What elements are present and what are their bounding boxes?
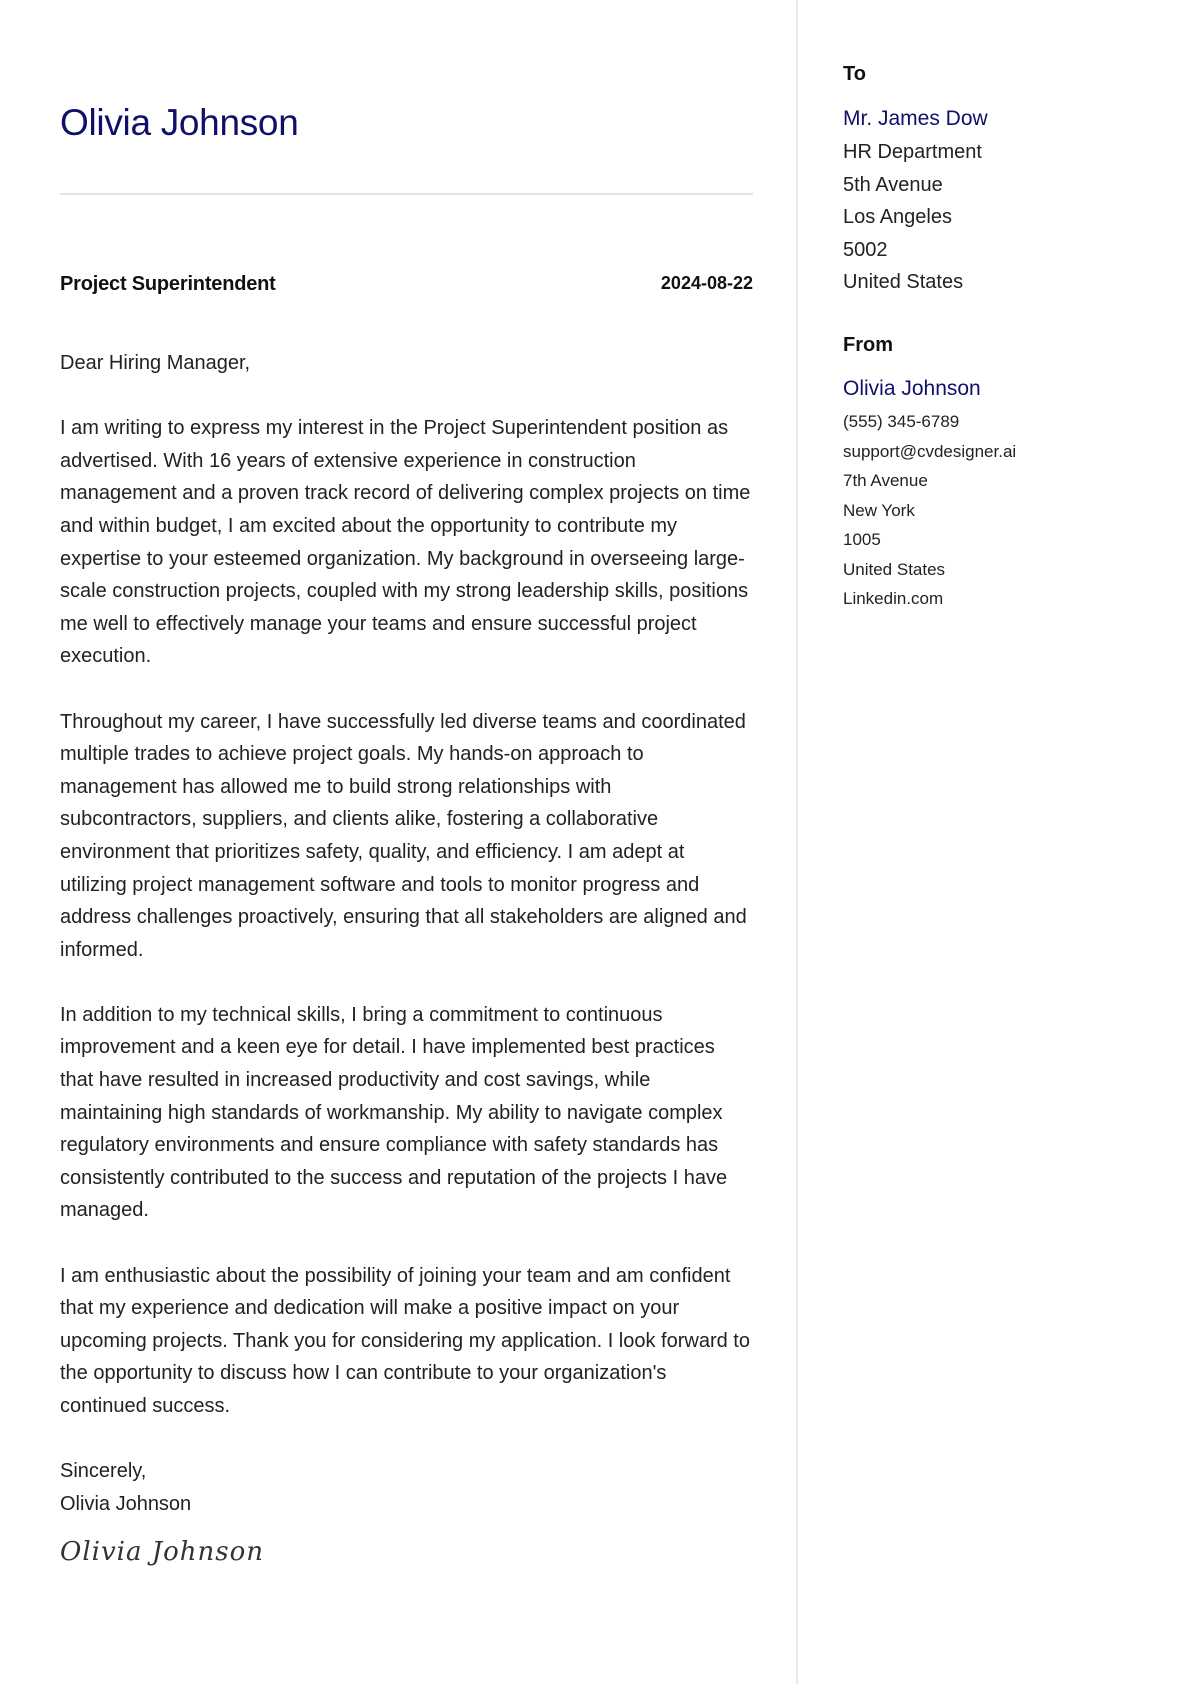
body-paragraph: I am writing to express my interest in the Project Superintendent position as advertised. With 16 years of extensive experience in construction management and a proven track record of delivering complex projects on time and within budget, I am excited about the opportunity to contribute my expertise to your esteemed organization. My background in overseeing large-scale construction projects, coupled with my strong leadership skills, positions me well to effectively manage your teams and ensure successful project execution.: [60, 417, 751, 668]
sender-city: New York: [843, 500, 915, 520]
sender-name: Olivia Johnson: [843, 377, 981, 400]
salutation: Dear Hiring Manager,: [60, 352, 251, 374]
letter-date: 2024-08-22: [660, 273, 753, 293]
sender-website: Linkedin.com: [843, 589, 944, 608]
applicant-name: Olivia Johnson: [60, 102, 299, 143]
handwritten-signature: Olivia Johnson: [60, 1537, 265, 1567]
sender-phone: (555) 345-6789: [843, 412, 960, 431]
recipient-street: 5th Avenue: [843, 173, 943, 196]
sender-email: support@cvdesigner.ai: [843, 441, 1017, 461]
recipient-postal-code: 5002: [843, 238, 888, 261]
body-paragraph: I am enthusiastic about the possibility of joining your team and am confident that my experience and dedication will make a positive impact on your upcoming projects. Thank you for considering my application. I look forward to the opportunity to discuss how I can contribute to your organization's continued success.: [60, 1264, 750, 1417]
body-paragraph: Throughout my career, I have successfully led diverse teams and coordinated multiple trades to achieve project goals. My hands-on approach to management has allowed me to build strong relationships with subcontractors, suppliers, and clients alike, fostering a collaborative environment that prioritizes safety, quality, and efficiency. I am adept at utilizing project management software and tools to monitor progress and address challenges proactively, ensuring that all stakeholders are aligned and informed.: [60, 710, 747, 961]
recipient-name: Mr. James Dow: [843, 107, 988, 130]
recipient-address: [843, 136, 982, 299]
from-heading: From: [843, 334, 893, 356]
sender-contact: [843, 407, 1016, 614]
column-divider: [796, 0, 798, 1684]
header-divider: [60, 193, 753, 195]
sender-country: United States: [843, 559, 946, 579]
closing-name: Olivia Johnson: [60, 1492, 192, 1515]
recipient-city: Los Angeles: [843, 206, 952, 229]
recipient-department: HR Department: [843, 141, 982, 163]
recipient-country: United States: [843, 271, 964, 294]
job-title: Project Superintendent: [60, 273, 276, 295]
body-paragraph: In addition to my technical skills, I bring a commitment to continuous improvement and a keen eye for detail. I have implemented best practices that have resulted in increased productivity and cost savings, while maintaining high standards of workmanship. My ability to navigate complex regulatory environments and ensure compliance with safety standards has consistently contributed to the success and reputation of the projects I have managed.: [60, 1003, 728, 1222]
sender-street: 7th Avenue: [843, 471, 928, 490]
to-heading: To: [843, 63, 866, 85]
letter-body: [60, 347, 753, 1520]
sender-postal-code: 1005: [843, 530, 881, 549]
closing: Sincerely,: [60, 1460, 147, 1483]
